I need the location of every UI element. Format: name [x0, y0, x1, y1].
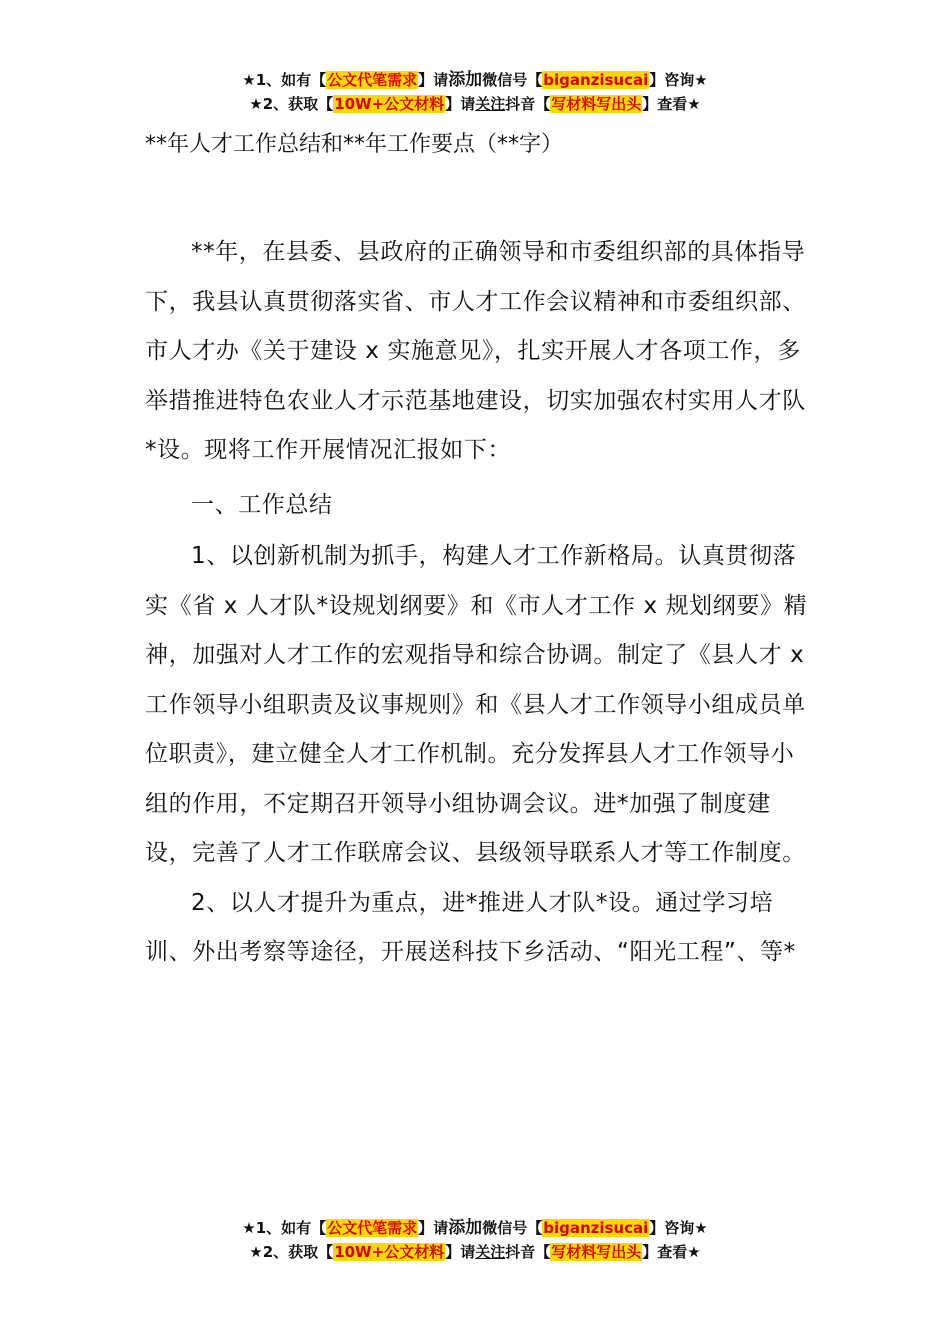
highlight-douyin-account: 写材料写出头: [551, 95, 642, 113]
document-title: **年人才工作总结和**年工作要点（**字）: [145, 132, 564, 157]
highlight-materials: 10W+公文材料: [334, 1243, 445, 1261]
banner-emphasis: 关注: [475, 95, 506, 113]
highlight-douyin-account: 写材料写出头: [551, 1243, 642, 1261]
banner-line-2: [0, 1240, 950, 1264]
banner-text: 微信号【: [482, 1219, 543, 1237]
banner-line-2: [0, 92, 950, 116]
banner-line-1: [0, 68, 950, 92]
banner-text: 】请: [418, 71, 449, 89]
document-body: [145, 228, 809, 978]
banner-text: 】请: [445, 1243, 476, 1261]
paragraph-intro: **年，在县委、县政府的正确领导和市委组织部的具体指导下，我县认真贯彻落实省、市人才工作会议精神和市委组织部、市人才办《关于建设 x 实施意见》，扎实开展人才各项工作，多举措推进特色农业人才示范基地建设，切实加强农村实用人才队*设。现将工作开展情况汇报如下：: [145, 239, 806, 463]
top-banner: [0, 68, 950, 116]
banner-text: ★2、获取【: [249, 1243, 334, 1261]
banner-emphasis: 关注: [475, 1243, 506, 1261]
banner-text: 】请: [418, 1219, 449, 1237]
banner-text: 抖音【: [505, 95, 551, 113]
banner-text: 抖音【: [505, 1243, 551, 1261]
banner-text: ★2、获取【: [249, 95, 334, 113]
highlight-service: 公文代笔需求: [327, 1219, 418, 1237]
banner-text: 】查看★: [642, 95, 701, 113]
highlight-materials: 10W+公文材料: [334, 95, 445, 113]
section-heading: 一、工作总结: [191, 491, 333, 518]
highlight-wechat-id: biganzisucai: [543, 1219, 649, 1237]
banner-text: 】请: [445, 95, 476, 113]
banner-emphasis: 添加: [448, 70, 483, 90]
banner-text: 】咨询★: [649, 1219, 708, 1237]
banner-text: 】查看★: [642, 1243, 701, 1261]
highlight-service: 公文代笔需求: [327, 71, 418, 89]
paragraph-item-2: 2、以人才提升为重点，进*推进人才队*设。通过学习培训、外出考察等途径，开展送科技下乡活动、“阳光工程”、等*: [145, 889, 796, 965]
banner-line-1: [0, 1216, 950, 1240]
banner-text: 】咨询★: [649, 71, 708, 89]
highlight-wechat-id: biganzisucai: [543, 71, 649, 89]
bottom-banner: [0, 1216, 950, 1264]
banner-emphasis: 添加: [448, 1218, 483, 1238]
paragraph-item-1: 1、以创新机制为抓手，构建人才工作新格局。认真贯彻落实《省 x 人才队*设规划纲要》和《市人才工作 x 规划纲要》精神，加强对人才工作的宏观指导和综合协调。制定了《县人才 x 工作领导小组职责及议事规则》和《县人才工作领导小组成员单位职责》，建立健全人才工作机制。充分发挥县人才工作领导小组的作用，不定期召开领导小组协调会议。进*加强了制度建设，完善了人才工作联席会议、县级领导联系人才等工作制度。: [145, 543, 808, 866]
banner-text: ★1、如有【: [242, 71, 327, 89]
banner-text: ★1、如有【: [242, 1219, 327, 1237]
banner-text: 微信号【: [482, 71, 543, 89]
